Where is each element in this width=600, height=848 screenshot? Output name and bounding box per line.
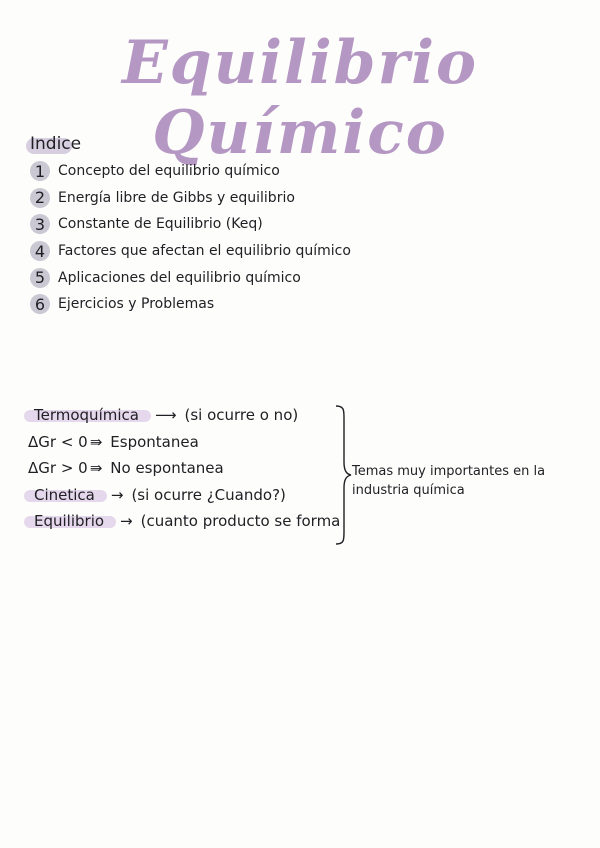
topic-text: (si ocurre ¿Cuando?): [131, 485, 286, 504]
list-item: [30, 264, 351, 291]
topics-block: [28, 402, 340, 535]
topic-label: Cinetica: [28, 486, 101, 504]
topic-label: Termoquímica: [28, 406, 145, 424]
item-text: Aplicaciones del equilibrio químico: [58, 269, 301, 286]
topic-text: No espontanea: [110, 459, 224, 478]
indice-heading-text: Indice: [30, 134, 82, 154]
indice-heading: [26, 132, 89, 156]
page-title: Equilibrio Químico: [121, 28, 479, 168]
item-number: 5: [30, 268, 50, 288]
topic-row-equilibrio: [28, 508, 340, 535]
list-item: [30, 185, 351, 212]
item-text: Constante de Equilibrio (Keq): [58, 216, 263, 233]
list-item: [30, 291, 351, 318]
topic-label: ΔGr > 0: [28, 459, 88, 478]
item-number: 1: [30, 161, 50, 181]
arrow-icon: →: [110, 485, 124, 504]
list-item: [30, 238, 351, 265]
topic-row-dg-positive: [28, 455, 340, 482]
arrow-icon: ⇛: [89, 459, 103, 478]
topic-text: (cuanto producto se forma: [140, 512, 341, 531]
item-text: Ejercicios y Problemas: [58, 296, 215, 313]
curly-brace-icon: [332, 404, 352, 546]
item-text: Energía libre de Gibbs y equilibrio: [58, 189, 295, 206]
arrow-icon: ⟶: [154, 406, 177, 425]
item-number: 6: [30, 294, 50, 314]
table-of-contents: [30, 158, 351, 318]
topic-row-cinetica: [28, 482, 340, 509]
item-text: Concepto del equilibrio químico: [58, 163, 280, 180]
item-number: 4: [30, 241, 50, 261]
arrow-icon: →: [120, 512, 133, 531]
topic-label: ΔGr < 0: [28, 432, 88, 451]
list-item: [30, 158, 351, 185]
item-number: 2: [30, 188, 50, 208]
topic-row-termoquimica: [28, 402, 340, 429]
topic-row-dg-negative: [28, 429, 340, 456]
list-item: [30, 211, 351, 238]
item-number: 3: [30, 214, 50, 234]
topic-label: Equilibrio: [28, 512, 110, 530]
side-note: Temas muy importantes en la industria química: [352, 464, 546, 498]
item-text: Factores que afectan el equilibrio químico: [58, 243, 351, 260]
topic-text: (si ocurre o no): [184, 406, 299, 425]
arrow-icon: ⇛: [89, 432, 103, 451]
topic-text: Espontanea: [110, 432, 199, 451]
